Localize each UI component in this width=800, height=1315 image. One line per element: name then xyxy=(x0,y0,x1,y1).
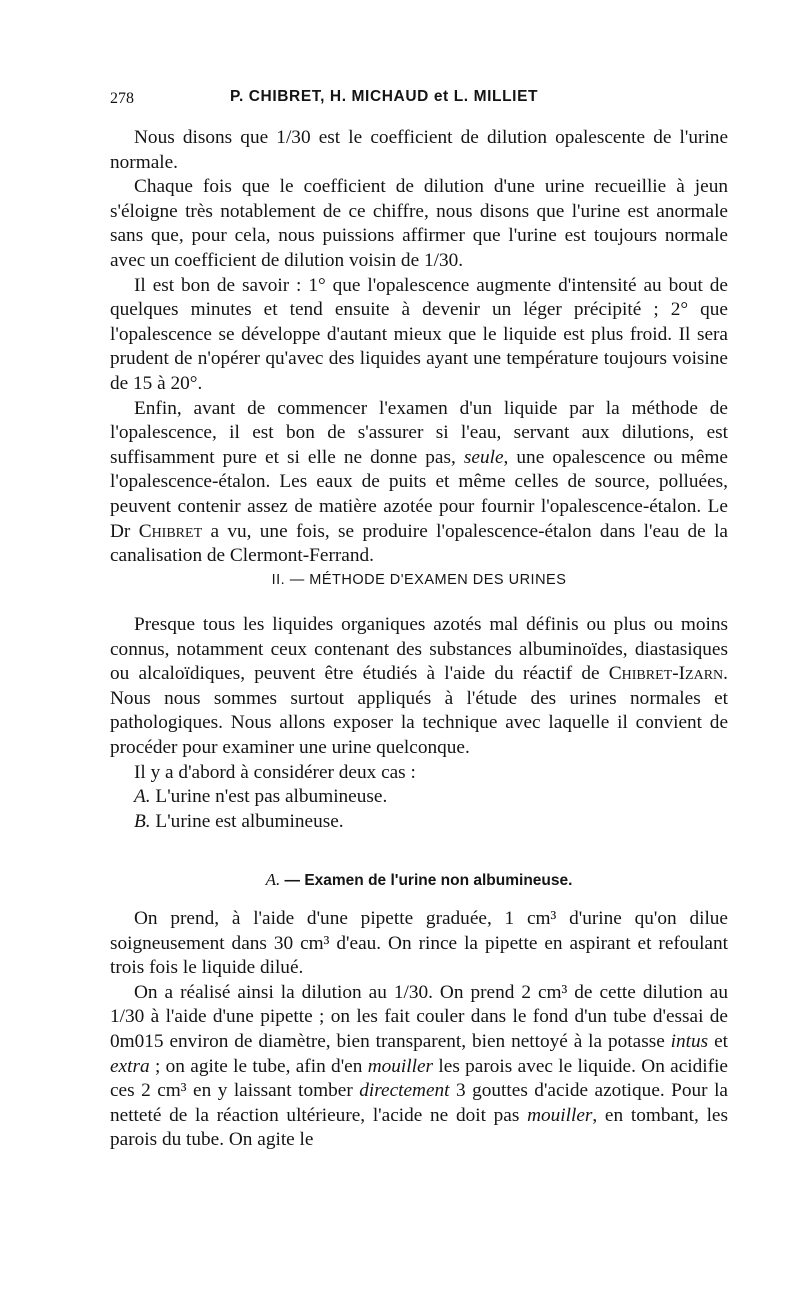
text-run: et xyxy=(708,1030,728,1052)
case-item xyxy=(110,810,728,835)
text-run: . Nous nous sommes surtout appliqués à l'étude des urines normales et pathologiques. Nous allons exposer la technique avec laquelle il convient de procéder pour examiner une urine quelconque. xyxy=(110,663,728,758)
italic-text: seule xyxy=(463,446,504,468)
subsection-title: — Examen de l'urine non albumineuse. xyxy=(280,872,573,889)
text-block-method xyxy=(110,613,728,834)
case-letter: B. xyxy=(134,810,151,832)
subsection-letter: A. xyxy=(265,870,281,889)
text-run: Enfin, avant de commencer l'examen d'un liquide par la méthode de l'opalescence, il est bon de s'assurer si l'eau, servant aux dilutions, est suffisamment pure et si elle ne donne pas, xyxy=(110,397,728,468)
text-run: Presque tous les liquides organiques azotés mal définis ou plus ou moins connus, notamment ceux contenant des substances albuminoïdes, diastasiques ou alcaloïdiques, peuvent être étudiés à l'aide du réactif de xyxy=(110,614,728,685)
paragraph: Nous disons que 1/30 est le coefficient de dilution opalescente de l'urine normale. xyxy=(110,127,728,173)
text-block-opening xyxy=(110,126,728,569)
italic-text: mouiller xyxy=(367,1055,434,1077)
text-run: On a réalisé ainsi la dilution au 1/30. On prend 2 cm³ de cette dilution au 1/30 à l'aide d'une pipette ; on les fait couler dans le fond d'un tube d'essai de 0m015 environ de diamètre, bien transparent, bien nettoyé à la potasse xyxy=(110,981,728,1052)
running-title: P. CHIBRET, H. MICHAUD et L. MILLIET xyxy=(230,88,539,105)
italic-text: directement xyxy=(359,1080,450,1102)
page-number: 278 xyxy=(110,90,134,107)
text-run: , une opalescence ou même l'opalescence-étalon. Les eaux de puits et même celles de source, polluées, peuvent contenir assez de matière azotée pour fournir l'opalescence-étalon. Le xyxy=(110,446,728,517)
case-text: L'urine est albumineuse. xyxy=(150,810,344,832)
case-letter: A. xyxy=(134,786,151,808)
case-item xyxy=(110,785,728,810)
running-header xyxy=(110,88,730,114)
author-name: Chibret xyxy=(138,520,203,542)
text-run: 3 gouttes d'acide azotique. Pour la netteté de la réaction ultérieure, l'acide ne doit pas xyxy=(110,1080,728,1126)
text-run: , en tombant, les parois du tube. On agite le xyxy=(110,1104,728,1151)
case-text: L'urine n'est pas albumineuse. xyxy=(150,786,388,808)
section-heading: II. — MÉTHODE D'EXAMEN DES URINES xyxy=(271,572,567,588)
text-block-exam xyxy=(110,907,728,1153)
paragraph: Il y a d'abord à considérer deux cas : xyxy=(134,761,416,783)
subsection-heading xyxy=(110,870,728,890)
doctor-title: Dr xyxy=(110,520,131,542)
italic-text: extra xyxy=(110,1055,150,1077)
text-run: ; on agite le tube, afin d'en xyxy=(149,1055,368,1077)
paragraph: Chaque fois que le coefficient de dilution d'une urine recueillie à jeun s'éloigne très notablement de ce chiffre, nous disons que l'urine est anormale sans que, pour cela, nous puissions affirmer que l'urine est toujours normale avec un coefficient de dilution voisin de 1/30. xyxy=(110,176,728,271)
paragraph xyxy=(110,613,728,761)
paragraph: On prend, à l'aide d'une pipette graduée, 1 cm³ d'urine qu'on dilue soigneusement dans 30 cm³ d'eau. On rince la pipette en aspirant et refoulant trois fois le liquide dilué. xyxy=(110,908,728,979)
reagent-name: Chibret-Izarn xyxy=(608,663,724,685)
paragraph: Il est bon de savoir : 1° que l'opalescence augmente d'intensité au bout de quelques minutes et tend ensuite à devenir un léger précipité ; 2° que l'opalescence se développe d'autant mieux que le liquide est plus froid. Il sera prudent de n'opérer qu'avec des liquides ayant une température toujours voisine de 15 à 20°. xyxy=(110,274,728,394)
italic-text: intus xyxy=(670,1030,709,1052)
text-run: a vu, une fois, se produire l'opalescence-étalon dans l'eau de la canalisation de Clermont-Ferrand. xyxy=(110,520,728,567)
paragraph xyxy=(110,981,728,1153)
paragraph xyxy=(110,397,728,569)
text-run: les parois avec le liquide. On acidifie ces 2 cm³ en y laissant tomber xyxy=(110,1055,728,1102)
italic-text: mouiller xyxy=(527,1104,593,1126)
